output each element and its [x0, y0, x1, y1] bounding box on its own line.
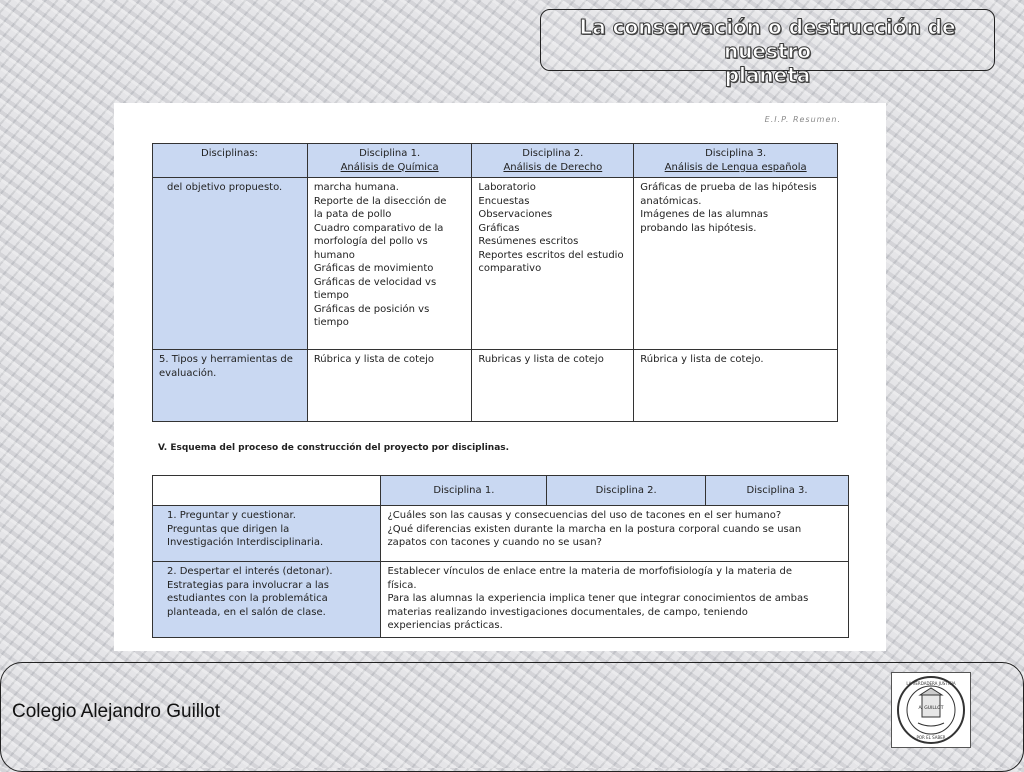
row-content-cell — [381, 506, 849, 562]
cell-line: Observaciones — [478, 209, 553, 220]
cell-line: Preguntas que dirigen la — [167, 523, 290, 535]
header-line: Disciplina 3. — [705, 148, 767, 159]
table-header-row — [153, 144, 838, 178]
footer-school-name: Colegio Alejandro Guillot — [12, 701, 221, 722]
cell-line: experiencias prácticas. — [387, 620, 503, 631]
cell-line: Rubricas y lista de cotejo — [478, 354, 604, 365]
header-cell — [153, 476, 381, 506]
cell-line: probando las hipótesis. — [640, 222, 757, 234]
cell-line: Gráficas — [478, 222, 520, 234]
cell-line: Reportes escritos del estudio — [478, 249, 624, 261]
cell-line: Reporte de la disección de — [313, 195, 447, 207]
seal-icon — [892, 673, 970, 747]
discipline1-cell — [307, 178, 472, 350]
header-line: Disciplinas: — [201, 148, 258, 159]
cell-line: Resúmenes escritos — [478, 236, 579, 247]
cell-line: zapatos con tacones y cuando no se usan? — [387, 537, 602, 548]
header-cell — [634, 144, 838, 178]
cell-line: 5. Tipos y herramientas de — [159, 354, 293, 365]
slide-title-box — [540, 9, 995, 87]
seal-text-center: A. GUILLOT — [918, 706, 944, 711]
cell-line: marcha humana. — [313, 182, 399, 193]
discipline2-cell — [472, 178, 634, 350]
row-label-cell — [153, 562, 381, 638]
cell-line: la pata de pollo — [313, 209, 392, 220]
header-cell — [153, 144, 308, 178]
table-row — [153, 350, 838, 422]
discipline1-cell — [307, 350, 472, 422]
cell-line: Laboratorio — [478, 182, 536, 193]
row-content-cell — [381, 562, 849, 638]
cell-line: humano — [313, 249, 355, 261]
cell-line: tiempo — [313, 317, 349, 328]
seal-text-top: LA VERDADERA JUSTICIA — [906, 681, 956, 686]
cell-line: anatómicas. — [640, 195, 702, 207]
cell-line: Para las alumnas la experiencia implica tener que integrar conocimientos de ambas — [387, 593, 809, 604]
header-cell — [307, 144, 472, 178]
cell-line: planteada, en el salón de clase. — [167, 606, 326, 618]
cell-line: Rúbrica y lista de cotejo. — [640, 354, 764, 365]
header-line: Análisis de Química — [340, 161, 439, 173]
table-row — [153, 178, 838, 350]
cell-line: ¿Cuáles son las causas y consecuencias del uso de tacones en el ser humano? — [387, 510, 782, 521]
slide-title-line2: planeta — [724, 63, 811, 87]
cell-line: Gráficas de movimiento — [313, 263, 434, 274]
cell-line: Encuestas — [478, 195, 530, 207]
row-label-cell — [153, 178, 308, 350]
cell-line: morfología del pollo vs — [313, 236, 428, 247]
header-line: Análisis de Derecho — [503, 161, 603, 173]
cell-line: Estrategias para involucrar a las — [167, 579, 330, 591]
cell-line: tiempo — [313, 290, 349, 301]
discipline2-cell — [472, 350, 634, 422]
table-row — [153, 562, 849, 638]
cell-line: evaluación. — [159, 367, 217, 379]
evaluation-table — [152, 143, 838, 422]
cell-line: estudiantes con la problemática — [167, 593, 328, 604]
cell-line: comparativo — [478, 263, 542, 274]
document-image — [114, 103, 886, 651]
school-seal-logo — [891, 672, 971, 748]
cell-line: Cuadro comparativo de la — [313, 222, 444, 234]
cell-line: 1. Preguntar y cuestionar. — [167, 510, 296, 521]
cell-line: Investigación Interdisciplinaria. — [167, 537, 324, 548]
cell-line: Rúbrica y lista de cotejo — [313, 354, 435, 365]
table-header-row — [153, 476, 849, 506]
section-heading: V. Esquema del proceso de construcción del proyecto por disciplinas. — [158, 443, 510, 453]
discipline3-cell — [634, 350, 838, 422]
header-cell: Disciplina 1. — [381, 476, 547, 506]
header-line: Análisis de Lengua española — [664, 161, 807, 173]
discipline3-cell — [634, 178, 838, 350]
cell-line: materias realizando investigaciones documentales, de campo, teniendo — [387, 606, 748, 618]
slide-title-line1: La conservación o destrucción de nuestro — [579, 15, 956, 63]
cell-line: ¿Qué diferencias existen durante la marcha en la postura corporal cuando se usan — [387, 523, 802, 535]
cell-line: 2. Despertar el interés (detonar). — [167, 566, 333, 577]
cell-line: Establecer vínculos de enlace entre la materia de morfofisiología y la materia de — [387, 566, 792, 577]
header-line: Disciplina 1. — [359, 148, 421, 159]
row-label-cell — [153, 506, 381, 562]
header-cell: Disciplina 2. — [547, 476, 706, 506]
document-header-label: E.I.P. Resumen. — [764, 115, 841, 124]
cell-line: Gráficas de prueba de las hipótesis — [640, 182, 817, 193]
seal-text-bottom: POR EL SABER — [916, 735, 946, 740]
process-table — [152, 475, 849, 638]
table-row — [153, 506, 849, 562]
cell-line: Imágenes de las alumnas — [640, 209, 769, 220]
row-label-cell — [153, 350, 308, 422]
header-cell — [472, 144, 634, 178]
header-line: Disciplina 2. — [522, 148, 584, 159]
cell-line: del objetivo propuesto. — [167, 182, 283, 193]
cell-line: Gráficas de velocidad vs — [313, 276, 437, 288]
cell-line: Gráficas de posición vs — [313, 303, 430, 315]
cell-line: física. — [387, 579, 417, 591]
header-cell: Disciplina 3. — [706, 476, 849, 506]
